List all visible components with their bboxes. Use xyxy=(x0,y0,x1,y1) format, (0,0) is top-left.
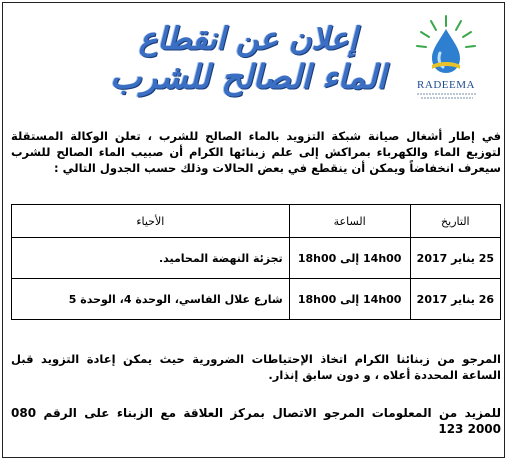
radeema-logo xyxy=(411,13,481,108)
row-date: 25 يناير 2017 xyxy=(410,238,500,279)
row-time: 14h00 إلى 18h00 xyxy=(289,238,410,279)
logo-subtitle-mark xyxy=(417,92,477,100)
header-areas: الأحياء xyxy=(12,205,290,238)
header xyxy=(3,3,506,118)
title-line-1: إعلان عن انقطاع xyxy=(138,21,358,57)
table-header-row xyxy=(12,205,501,238)
header-time: الساعة xyxy=(289,205,410,238)
title-line-2: الماء الصالح للشرب xyxy=(110,56,386,96)
row-areas: شارع علال الفاسي، الوحدة 4، الوحدة 5 xyxy=(12,279,290,320)
row-time: 14h00 إلى 18h00 xyxy=(289,279,410,320)
schedule-table xyxy=(11,204,501,320)
contact-line: للمزيد من المعلومات المرجو الاتصال بمركز العلاقة مع الزبناء على الرقم 080 2000 123 xyxy=(11,406,501,436)
announcement-title xyxy=(108,23,388,94)
table-row xyxy=(12,279,501,320)
announcement-frame xyxy=(2,2,505,458)
intro-paragraph: في إطار أشغال صيانة شبكة التزويد بالماء الصالح للشرب ، تعلن الوكالة المستقلة لتوزيع الماء والكهرباء بمراكش إلى علم زبنائها الكرام أن صبيب الماء الصالح للشرب سيعرف انخفاضاً ويمكن أن ينقطع في بعض الحالات وذلك حسب الجدول التالي : xyxy=(11,129,501,175)
table-row xyxy=(12,238,501,279)
row-areas: تجزئة النهضة المحاميد. xyxy=(12,238,290,279)
row-date: 26 يناير 2017 xyxy=(410,279,500,320)
header-date: التاريخ xyxy=(410,205,500,238)
notice-paragraph: المرجو من زبنائنا الكرام اتخاذ الإحتياطات الضرورية حيث يمكن إعادة التزويد قبل الساعة المحددة أعلاه ، و دون سابق إنذار. xyxy=(11,352,501,382)
logo-wordmark: RADEEMA xyxy=(417,79,475,91)
water-drop-sun-icon xyxy=(411,13,481,79)
